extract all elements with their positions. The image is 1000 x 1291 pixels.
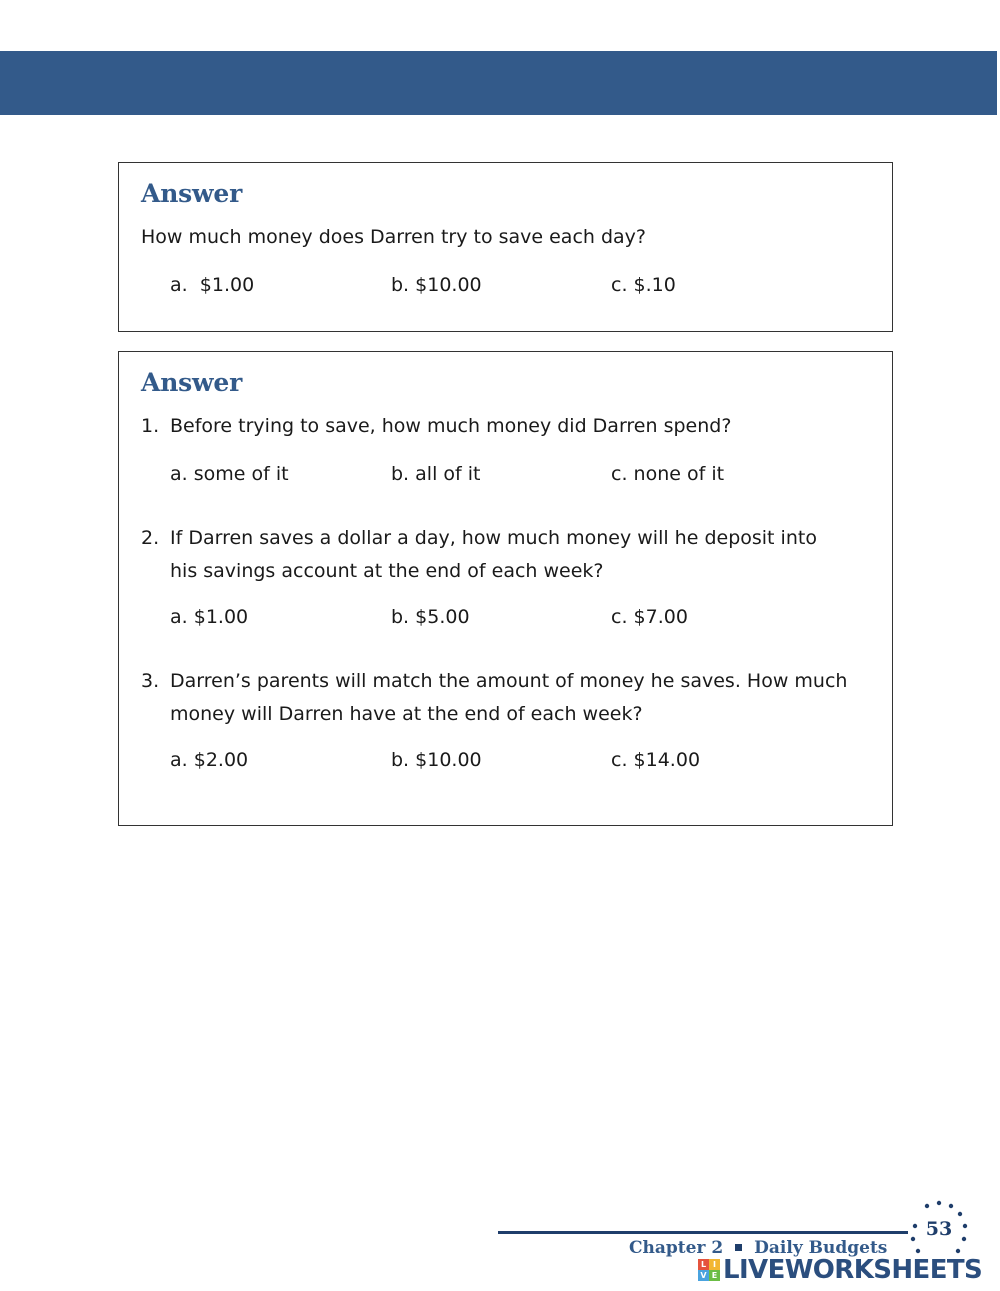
question-number: 3. (141, 670, 160, 692)
option-letter: b. (391, 463, 410, 485)
option-letter: c. (611, 463, 628, 485)
logo-letter: E (709, 1270, 720, 1281)
option-text: $.10 (633, 274, 676, 296)
option-a[interactable] (170, 274, 254, 296)
chapter-title: Daily Budgets (754, 1238, 888, 1258)
question-text: Before trying to save, how much money did Darren spend? (170, 415, 732, 437)
question-text: If Darren saves a dollar a day, how much money will he deposit into his savings account at the end of each week? (170, 527, 817, 582)
option-text: $14.00 (633, 749, 701, 771)
answer-box-2 (118, 351, 893, 826)
question-text: How much money does Darren try to save each day? (141, 226, 647, 248)
option-letter: c. (611, 749, 628, 771)
q2-option-c[interactable] (611, 606, 688, 628)
question-number: 2. (141, 527, 160, 549)
q1-option-a[interactable] (170, 463, 289, 485)
logo-letter: I (709, 1259, 720, 1270)
option-text: $2.00 (193, 749, 249, 771)
q2-option-b[interactable] (391, 606, 470, 628)
bullet-separator (735, 1244, 742, 1251)
option-text: $7.00 (633, 606, 688, 628)
q1-option-c[interactable] (611, 463, 724, 485)
answer-box-1 (118, 162, 893, 332)
answer-heading: Answer (141, 368, 243, 397)
logo-letter: V (698, 1270, 709, 1281)
option-letter: a. (170, 606, 188, 628)
answer-heading: Answer (141, 179, 243, 208)
question-text: Darren’s parents will match the amount of money he saves. How much money will Darren have at the end of each week? (170, 670, 848, 725)
header-band (0, 51, 997, 115)
option-text: some of it (193, 463, 289, 485)
question-number: 1. (141, 415, 160, 437)
option-letter: c. (611, 606, 628, 628)
chapter-label: Chapter 2 (629, 1238, 724, 1258)
liveworksheets-watermark[interactable] (698, 1254, 982, 1286)
option-text: $10.00 (415, 749, 482, 771)
page-number: 53 (925, 1218, 953, 1240)
q2-option-a[interactable] (170, 606, 248, 628)
q3-option-b[interactable] (391, 749, 482, 771)
option-text: $5.00 (415, 606, 470, 628)
option-b[interactable] (391, 274, 482, 296)
option-letter: a. (170, 274, 188, 296)
logo-letter: L (698, 1259, 709, 1270)
option-text: none of it (633, 463, 725, 485)
option-letter: a. (170, 749, 188, 771)
q3-option-c[interactable] (611, 749, 700, 771)
option-letter: c. (611, 274, 628, 296)
option-text: $10.00 (415, 274, 482, 296)
liveworksheets-logo-icon (698, 1259, 720, 1281)
option-letter: a. (170, 463, 188, 485)
option-letter: b. (391, 606, 410, 628)
q1-option-b[interactable] (391, 463, 480, 485)
option-text: $1.00 (199, 274, 255, 296)
option-c[interactable] (611, 274, 676, 296)
option-text: all of it (415, 463, 481, 485)
watermark-text: LIVEWORKSHEETS (723, 1255, 983, 1285)
footer-rule (498, 1231, 908, 1234)
option-letter: b. (391, 749, 410, 771)
option-text: $1.00 (193, 606, 249, 628)
q3-option-a[interactable] (170, 749, 248, 771)
option-letter: b. (391, 274, 410, 296)
